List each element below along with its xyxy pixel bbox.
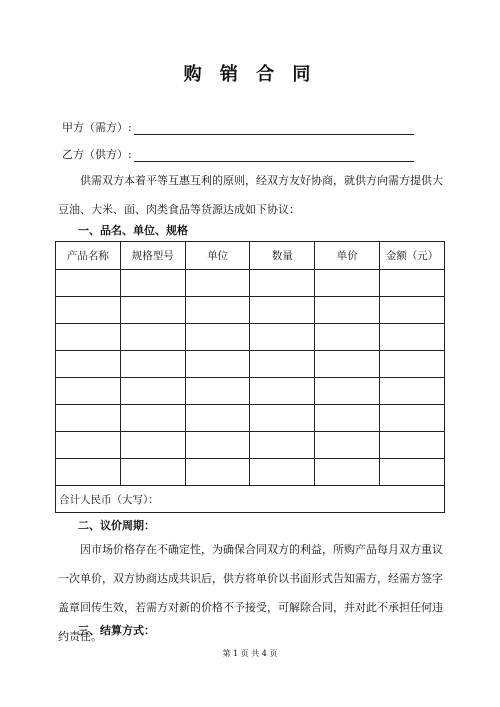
table-cell[interactable]: [185, 432, 250, 459]
party-a-label: 甲方（需方）:: [62, 121, 132, 134]
total-label: 合计人民币（大写）：: [59, 493, 159, 506]
table-cell[interactable]: [315, 378, 380, 405]
table-cell[interactable]: [250, 459, 315, 486]
table-cell[interactable]: [315, 459, 380, 486]
table-cell[interactable]: [56, 270, 121, 297]
table-cell[interactable]: [185, 324, 250, 351]
section1-heading: 一、品名、单位、规格: [78, 224, 188, 237]
table-cell[interactable]: [120, 459, 185, 486]
intro-paragraph: 供需双方本着平等互惠互利的原则，经双方友好协商，就供方向需方提供大豆油、大米、面、肉类食品等货源达成如下协议：: [58, 174, 443, 216]
section2-heading: 二、议价周期：: [78, 519, 155, 532]
table-cell[interactable]: [380, 432, 445, 459]
table-cell[interactable]: [56, 324, 121, 351]
total-row: [56, 486, 445, 513]
party-b-row: [62, 146, 414, 162]
table-cell[interactable]: [380, 297, 445, 324]
table-cell[interactable]: [315, 432, 380, 459]
table-cell[interactable]: [185, 270, 250, 297]
table-cell[interactable]: [56, 378, 121, 405]
table-cell[interactable]: [120, 351, 185, 378]
party-b-label: 乙方（供方）:: [62, 148, 132, 161]
table-cell[interactable]: [315, 351, 380, 378]
table-row: [56, 324, 445, 351]
total-amount-cell[interactable]: [56, 486, 445, 513]
table-cell[interactable]: [250, 351, 315, 378]
table-cell[interactable]: [120, 378, 185, 405]
table-cell[interactable]: [315, 297, 380, 324]
col-unit: 单位: [185, 242, 250, 270]
table-cell[interactable]: [56, 432, 121, 459]
section3-heading: 三、结算方式：: [78, 624, 155, 637]
table-cell[interactable]: [315, 405, 380, 432]
section2-paragraph: 因市场价格存在不确定性，为确保合同双方的利益，所购产品每月双方重议一次单价，双方协商达成共识后，供方将单价以书面形式告知需方，经需方签字盖章回传生效，若需方对新的价格不予接受，可解除合同，并对此不承担任何违约责任。: [58, 543, 443, 643]
col-spec-model: 规格型号: [120, 242, 185, 270]
table-cell[interactable]: [120, 405, 185, 432]
table-cell[interactable]: [380, 378, 445, 405]
table-cell[interactable]: [185, 378, 250, 405]
party-a-row: [62, 119, 414, 135]
table-cell[interactable]: [380, 405, 445, 432]
table-cell[interactable]: [380, 324, 445, 351]
table-row: [56, 432, 445, 459]
table-cell[interactable]: [380, 351, 445, 378]
table-cell[interactable]: [56, 351, 121, 378]
table-cell[interactable]: [380, 459, 445, 486]
table-cell[interactable]: [56, 405, 121, 432]
table-cell[interactable]: [185, 405, 250, 432]
col-amount: 金额（元）: [380, 242, 445, 270]
table-cell[interactable]: [315, 324, 380, 351]
table-cell[interactable]: [185, 459, 250, 486]
product-table: [55, 241, 445, 513]
party-a-blank[interactable]: [134, 122, 414, 135]
table-cell[interactable]: [315, 270, 380, 297]
table-row: [56, 459, 445, 486]
table-cell[interactable]: [185, 297, 250, 324]
col-unit-price: 单价: [315, 242, 380, 270]
table-cell[interactable]: [250, 432, 315, 459]
table-cell[interactable]: [250, 270, 315, 297]
page-number: 第 1 页 共 4 页: [222, 649, 278, 658]
table-cell[interactable]: [120, 432, 185, 459]
table-cell[interactable]: [250, 378, 315, 405]
table-cell[interactable]: [56, 297, 121, 324]
table-header-row: [56, 242, 445, 270]
table-row: [56, 351, 445, 378]
table-row: [56, 378, 445, 405]
table-cell[interactable]: [120, 324, 185, 351]
table-row: [56, 405, 445, 432]
party-b-blank[interactable]: [134, 149, 414, 162]
contract-title: 购 销 合 同: [183, 64, 317, 85]
table-cell[interactable]: [56, 459, 121, 486]
table-cell[interactable]: [250, 324, 315, 351]
table-cell[interactable]: [250, 297, 315, 324]
table-cell[interactable]: [380, 270, 445, 297]
table-cell[interactable]: [120, 297, 185, 324]
table-cell[interactable]: [120, 270, 185, 297]
table-row: [56, 270, 445, 297]
table-row: [56, 297, 445, 324]
col-quantity: 数量: [250, 242, 315, 270]
table-cell[interactable]: [185, 351, 250, 378]
col-product-name: 产品名称: [56, 242, 121, 270]
table-cell[interactable]: [250, 405, 315, 432]
